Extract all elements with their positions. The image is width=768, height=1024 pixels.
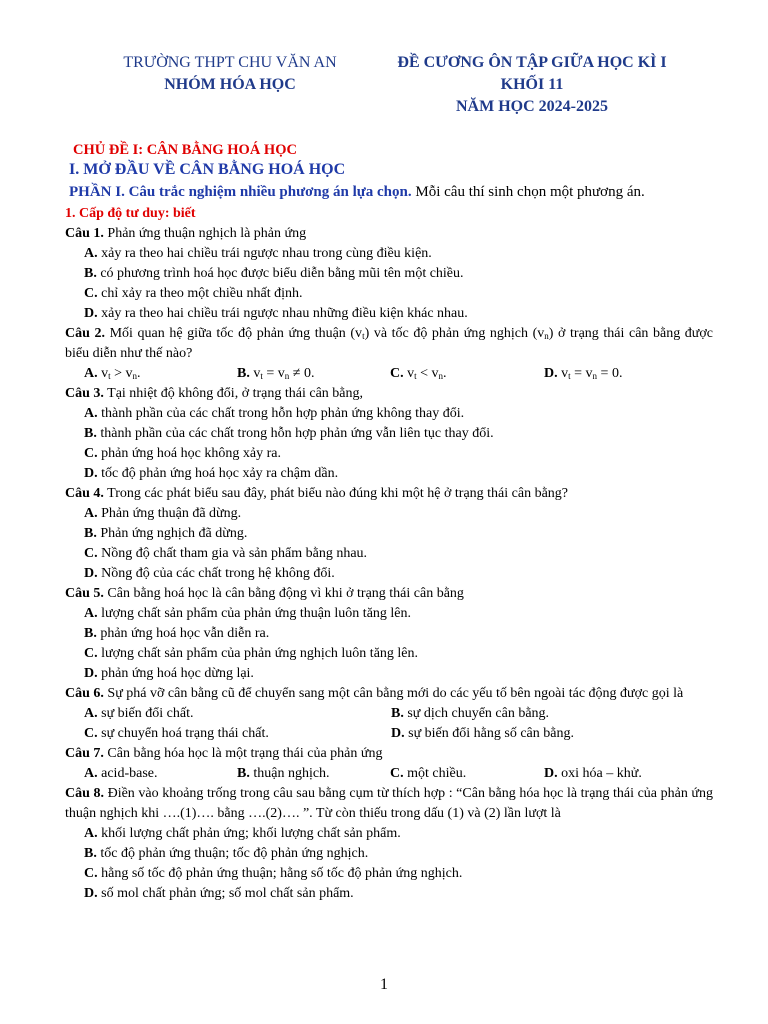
option-text: v xyxy=(97,366,109,381)
option-text: > v xyxy=(110,366,133,381)
option-letter: D. xyxy=(391,726,405,741)
option-text: lượng chất sản phẩm của phản ứng thuận luôn tăng lên. xyxy=(97,606,412,621)
part-heading xyxy=(65,182,713,204)
option-text: thành phần của các chất trong hỗn hợp phản ứng không thay đổi. xyxy=(97,406,465,421)
option-b xyxy=(65,264,713,284)
option-letter: D. xyxy=(84,886,98,901)
option-text: Nồng độ chất tham gia và sản phẩm bằng nhau. xyxy=(97,546,368,561)
grade-label: KHỐI 11 xyxy=(500,76,564,93)
question-label: Câu 5. xyxy=(65,586,104,601)
exam-header xyxy=(362,52,702,118)
question-6 xyxy=(65,684,713,704)
option-d xyxy=(65,564,713,584)
page-number: 1 xyxy=(380,976,388,993)
option-letter: B. xyxy=(391,706,404,721)
option-text: sự biến đổi chất. xyxy=(97,706,194,721)
question-label: Câu 2. xyxy=(65,326,105,341)
option-b xyxy=(65,624,713,644)
option-letter: C. xyxy=(84,286,98,301)
option-row xyxy=(65,724,713,744)
option-letter: B. xyxy=(84,266,97,281)
option-letter: C. xyxy=(84,866,98,881)
option-b xyxy=(391,704,549,724)
option-letter: B. xyxy=(84,846,97,861)
question-4 xyxy=(65,484,713,504)
school-name: TRƯỜNG THPT CHU VĂN AN xyxy=(123,54,337,71)
option-c xyxy=(390,764,544,784)
option-b xyxy=(65,424,713,444)
option-text: xảy ra theo hai chiều trái ngược nhau những điều kiện khác nhau. xyxy=(97,306,468,321)
option-a xyxy=(84,364,237,384)
option-c xyxy=(390,364,544,384)
option-text: sự biến đổi hằng số cân bằng. xyxy=(404,726,574,741)
part-heading-instruction: Mỗi câu thí sinh chọn một phương án. xyxy=(411,184,645,200)
option-text: phản ứng hoá học vẫn diễn ra. xyxy=(96,626,270,641)
option-c xyxy=(65,644,713,664)
option-c xyxy=(65,444,713,464)
option-letter: B. xyxy=(84,526,97,541)
option-text: oxi hóa – khử. xyxy=(557,766,642,781)
option-b xyxy=(237,764,390,784)
option-a xyxy=(65,824,713,844)
option-text: Phản ứng thuận đã dừng. xyxy=(97,506,242,521)
option-text: . xyxy=(137,366,141,381)
option-d xyxy=(544,764,642,784)
question-text: Cân bằng hóa học là một trạng thái của phản ứng xyxy=(103,746,383,761)
option-text: số mol chất phản ứng; số mol chất sản phẩm. xyxy=(97,886,354,901)
option-text: xảy ra theo hai chiều trái ngược nhau trong cùng điều kiện. xyxy=(97,246,432,261)
option-text: v xyxy=(557,366,569,381)
option-c xyxy=(65,284,713,304)
department-name: NHÓM HÓA HỌC xyxy=(164,76,296,93)
part-heading-bold: PHẦN I. Câu trắc nghiệm nhiều phương án lựa chọn. xyxy=(69,184,412,200)
option-text: < v xyxy=(416,366,439,381)
option-letter: C. xyxy=(84,446,98,461)
option-c xyxy=(65,864,713,884)
option-text: thuận nghịch. xyxy=(249,766,330,781)
option-text: sự dịch chuyển cân bằng. xyxy=(403,706,550,721)
option-letter: D. xyxy=(84,466,98,481)
option-letter: A. xyxy=(84,246,98,261)
option-letter: C. xyxy=(84,726,98,741)
option-text: khối lượng chất phản ứng; khối lượng chất sản phẩm. xyxy=(97,826,401,841)
question-label: Câu 6. xyxy=(65,686,104,701)
option-letter: C. xyxy=(84,646,98,661)
option-letter: A. xyxy=(84,366,98,381)
option-letter: D. xyxy=(84,566,98,581)
option-text: phản ứng hoá học dừng lại. xyxy=(97,666,254,681)
option-a xyxy=(84,764,237,784)
topic-title: CHỦ ĐỀ I: CÂN BẰNG HOÁ HỌC xyxy=(73,142,297,158)
question-text: Mối quan hệ giữa tốc độ phản ứng thuận (v xyxy=(105,326,363,341)
option-letter: A. xyxy=(84,826,98,841)
option-letter: B. xyxy=(84,426,97,441)
subscript: n xyxy=(544,331,549,341)
option-d xyxy=(65,664,713,684)
subscript: n xyxy=(438,371,444,381)
option-d xyxy=(544,364,622,384)
question-label: Câu 7. xyxy=(65,746,104,761)
option-letter: A. xyxy=(84,406,98,421)
option-d xyxy=(65,464,713,484)
option-letter: B. xyxy=(237,366,250,381)
question-1 xyxy=(65,224,713,244)
question-text: Phản ứng thuận nghịch là phản ứng xyxy=(103,226,307,241)
option-letter: D. xyxy=(84,306,98,321)
option-letter: A. xyxy=(84,506,98,521)
option-letter: D. xyxy=(544,766,558,781)
option-text: tốc độ phản ứng hoá học xảy ra chậm dần. xyxy=(97,466,339,481)
question-label: Câu 1. xyxy=(65,226,104,241)
option-b xyxy=(65,844,713,864)
option-c xyxy=(84,724,391,744)
option-text: một chiều. xyxy=(403,766,467,781)
option-letter: A. xyxy=(84,606,98,621)
option-row xyxy=(65,764,713,784)
option-letter: A. xyxy=(84,706,98,721)
option-b xyxy=(237,364,390,384)
option-a xyxy=(65,404,713,424)
option-letter: C. xyxy=(390,766,404,781)
option-d xyxy=(391,724,574,744)
question-8 xyxy=(65,784,713,824)
question-3 xyxy=(65,384,713,404)
option-a xyxy=(65,244,713,264)
option-letter: C. xyxy=(390,366,404,381)
option-letter: C. xyxy=(84,546,98,561)
option-text: = v xyxy=(570,366,593,381)
option-text: . xyxy=(443,366,447,381)
option-a xyxy=(65,504,713,524)
option-text: ≠ 0. xyxy=(289,366,315,381)
question-text: Cân bằng hoá học là cân bằng động vì khi ở trạng thái cân bằng xyxy=(103,586,464,601)
option-d xyxy=(65,304,713,324)
section-title: I. MỞ ĐẦU VỀ CÂN BẰNG HOÁ HỌC xyxy=(69,161,346,178)
option-text: tốc độ phản ứng thuận; tốc độ phản ứng nghịch. xyxy=(96,846,369,861)
option-text: sự chuyển hoá trạng thái chất. xyxy=(97,726,269,741)
option-letter: A. xyxy=(84,766,98,781)
option-letter: B. xyxy=(237,766,250,781)
option-text: v xyxy=(403,366,415,381)
question-text: ) ở trạng thái cân bằng được biểu diễn như thế nào? xyxy=(65,326,714,361)
option-letter: D. xyxy=(84,666,98,681)
question-text: Sự phá vỡ cân bằng cũ để chuyển sang một cân bằng mới do các yếu tố bên ngoài tác động được gọi là xyxy=(103,686,684,701)
question-5 xyxy=(65,584,713,604)
thinking-level: 1. Cấp độ tư duy: biết xyxy=(65,206,196,221)
option-text: chỉ xảy ra theo một chiều nhất định. xyxy=(97,286,303,301)
question-7 xyxy=(65,744,713,764)
question-label: Câu 4. xyxy=(65,486,104,501)
option-text: hằng số tốc độ phản ứng thuận; hằng số tốc độ phản ứng nghịch. xyxy=(97,866,463,881)
option-text: phản ứng hoá học không xảy ra. xyxy=(97,446,281,461)
option-c xyxy=(65,544,713,564)
document-body xyxy=(65,140,713,904)
option-text: = v xyxy=(262,366,285,381)
option-a xyxy=(65,604,713,624)
option-d xyxy=(65,884,713,904)
option-text: có phương trình hoá học được biểu diễn bằng mũi tên một chiều. xyxy=(96,266,464,281)
option-letter: B. xyxy=(84,626,97,641)
school-header xyxy=(60,52,400,96)
option-row xyxy=(65,704,713,724)
question-label: Câu 3. xyxy=(65,386,104,401)
subscript: t xyxy=(108,371,111,381)
question-label: Câu 8. xyxy=(65,786,104,801)
option-text: Nồng độ của các chất trong hệ không đổi. xyxy=(97,566,335,581)
option-row xyxy=(65,364,713,384)
option-text: thành phần của các chất trong hỗn hợp phản ứng vẫn liên tục thay đổi. xyxy=(96,426,494,441)
question-text: Tại nhiệt độ không đổi, ở trạng thái cân bằng, xyxy=(103,386,363,401)
option-text: = 0. xyxy=(597,366,623,381)
option-text: v xyxy=(249,366,261,381)
option-letter: D. xyxy=(544,366,558,381)
option-text: acid-base. xyxy=(97,766,158,781)
subscript: t xyxy=(414,371,417,381)
subscript: t xyxy=(568,371,571,381)
subscript: t xyxy=(362,331,365,341)
option-text: Phản ứng nghịch đã dừng. xyxy=(96,526,248,541)
option-text: lượng chất sản phẩm của phản ứng nghịch luôn tăng lên. xyxy=(97,646,419,661)
question-text: ) và tốc độ phản ứng nghịch (v xyxy=(364,326,545,341)
question-2 xyxy=(65,324,713,364)
question-text: Trong các phát biểu sau đây, phát biểu nào đúng khi một hệ ở trạng thái cân bằng? xyxy=(103,486,569,501)
option-a xyxy=(84,704,391,724)
subscript: n xyxy=(132,371,138,381)
exam-title: ĐỀ CƯƠNG ÔN TẬP GIỮA HỌC KÌ I xyxy=(397,54,667,71)
school-year: NĂM HỌC 2024-2025 xyxy=(456,98,608,115)
option-b xyxy=(65,524,713,544)
subscript: n xyxy=(284,371,290,381)
subscript: n xyxy=(592,371,598,381)
question-text: Điền vào khoảng trống trong câu sau bằng cụm từ thích hợp : “Cân bằng hóa học là trạng thái của phản ứng thuận nghịch khi ….(1)…. bằng ….(2)…. ”. Từ còn thiếu trong dấu (1) và (2) lần lượt là xyxy=(65,786,713,821)
subscript: t xyxy=(260,371,263,381)
